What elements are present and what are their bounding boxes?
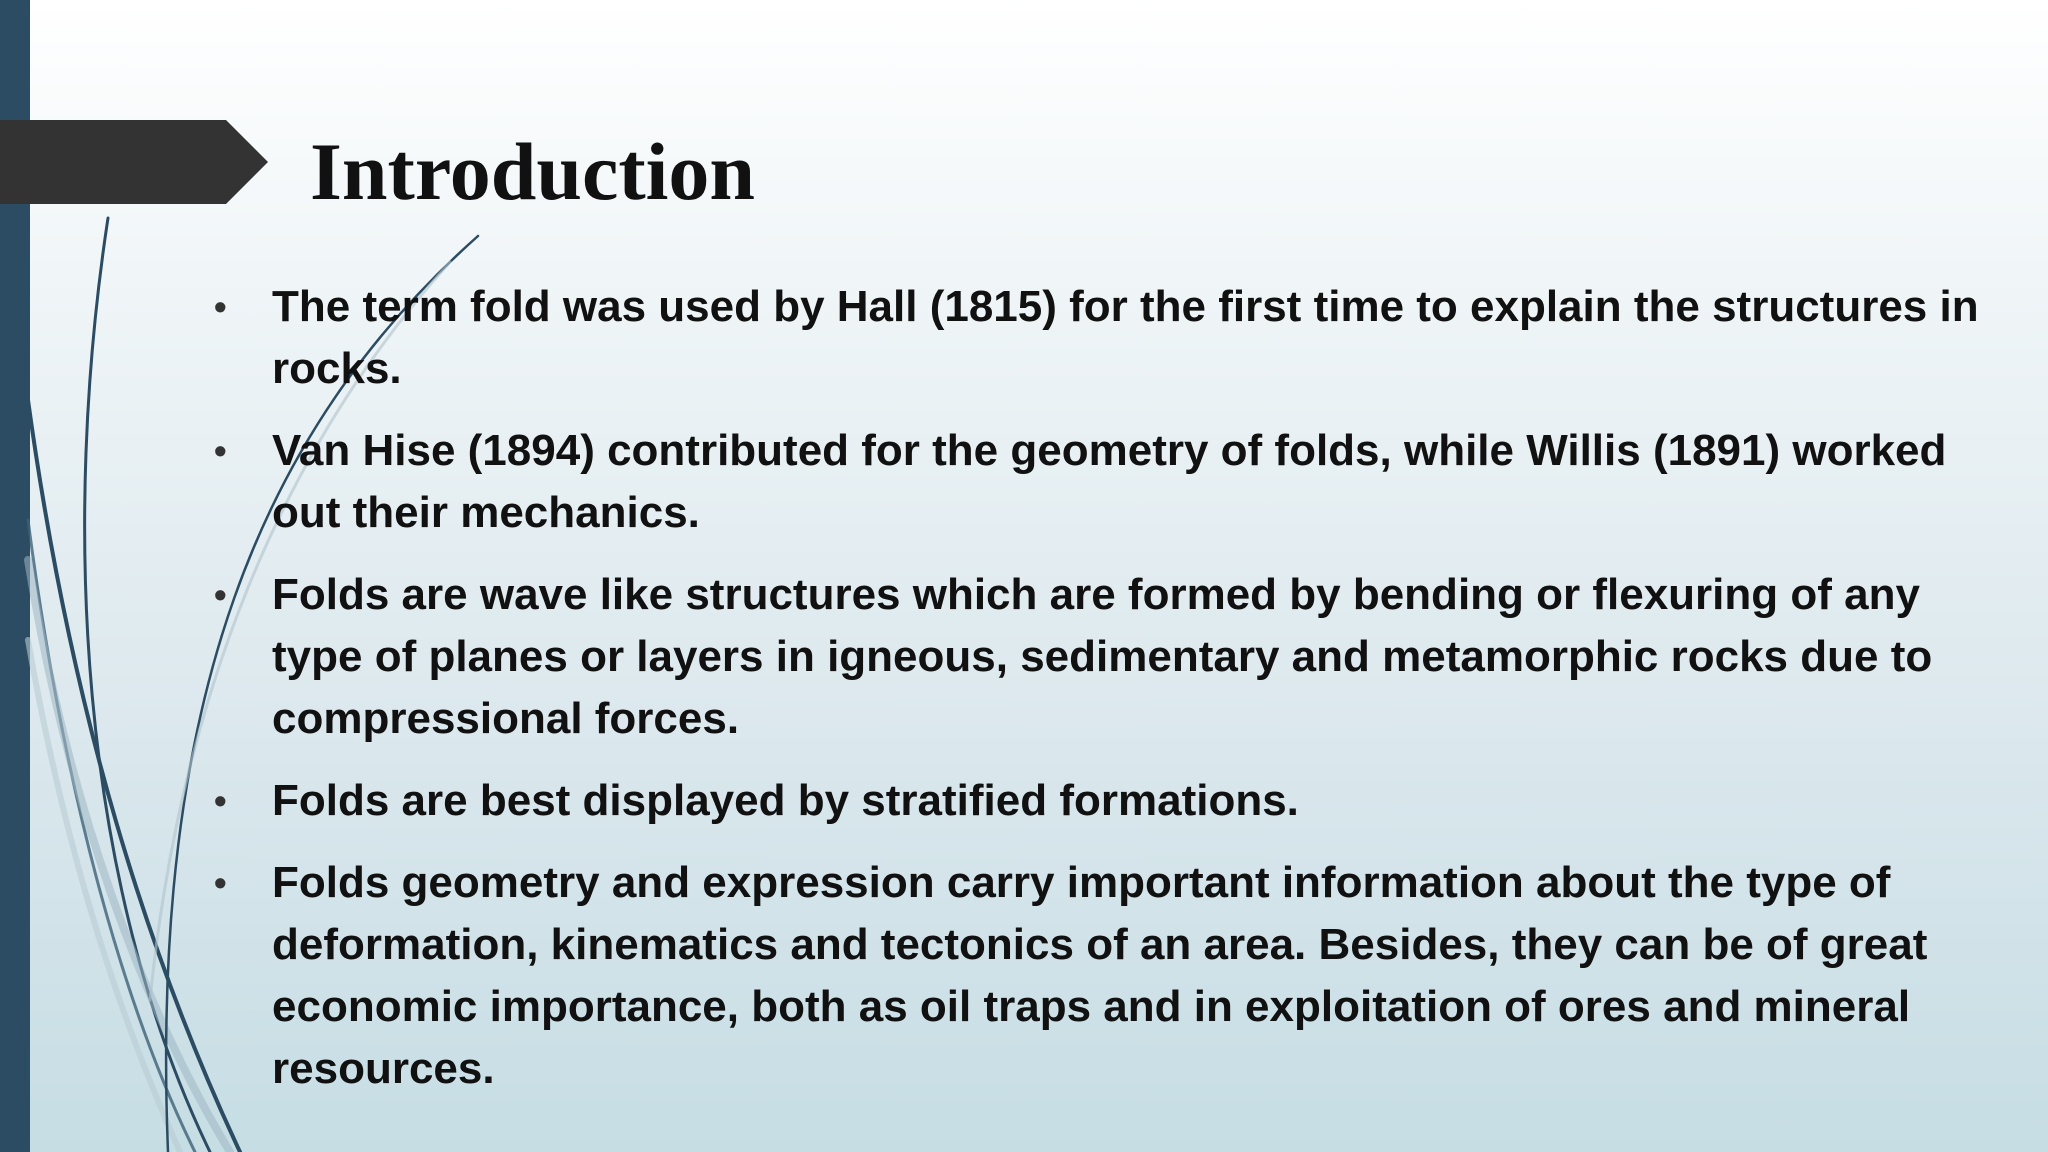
bullet-item bbox=[212, 770, 2012, 832]
bullet-text: Folds geometry and expression carry important information about the type of deformation, kinematics and tectonics of an area. Besides, they can be of great economic importance, both as oil traps and in exploitation of ores and mineral resources. bbox=[272, 858, 1928, 1093]
bullet-dot-icon: • bbox=[214, 780, 227, 821]
bullet-item bbox=[212, 564, 2012, 750]
bullet-text: Folds are wave like structures which are formed by bending or flexuring of any type of planes or layers in igneous, sedimentary and metamorphic rocks due to compressional forces. bbox=[272, 570, 1933, 743]
bullet-dot-icon: • bbox=[214, 574, 227, 615]
bullet-text: Folds are best displayed by stratified formations. bbox=[272, 776, 1299, 825]
title-arrow-tab bbox=[0, 120, 268, 204]
swoosh-line-1 bbox=[85, 218, 210, 1152]
slide-title: Introduction bbox=[310, 126, 756, 217]
bullet-dot-icon: • bbox=[214, 286, 227, 327]
bullet-list bbox=[212, 276, 2012, 1120]
bullet-dot-icon: • bbox=[214, 430, 227, 471]
swoosh-line-5 bbox=[28, 640, 180, 1152]
bullet-item bbox=[212, 276, 2012, 400]
bullet-text: Van Hise (1894) contributed for the geometry of folds, while Willis (1891) worked out their mechanics. bbox=[272, 426, 1947, 537]
bullet-item bbox=[212, 852, 2012, 1100]
bullet-dot-icon: • bbox=[214, 862, 227, 903]
bullet-item bbox=[212, 420, 2012, 544]
bullet-text: The term fold was used by Hall (1815) for the first time to explain the structures in rocks. bbox=[272, 282, 1979, 393]
